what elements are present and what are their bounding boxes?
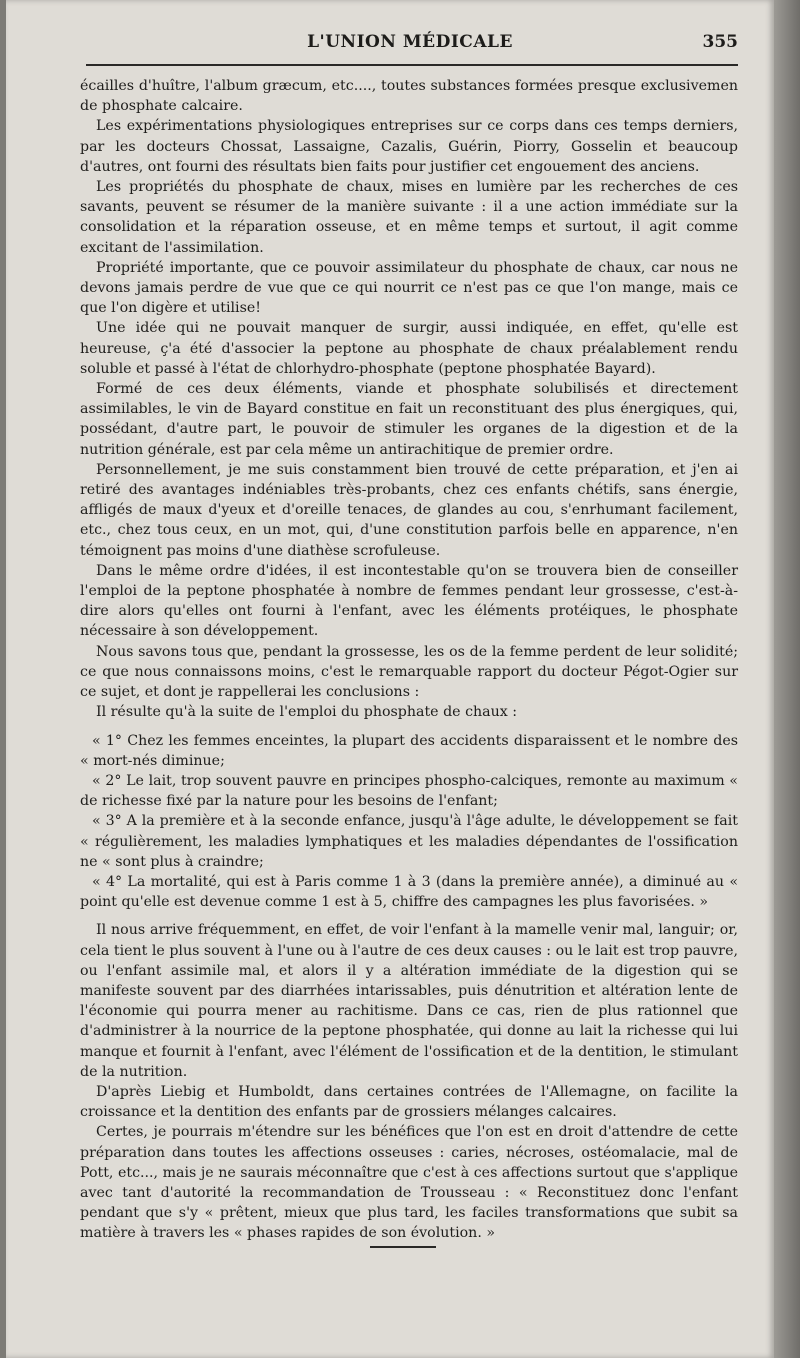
quoted-conclusion: « 3° A la première et à la seconde enfance, jusqu'à l'âge adulte, le développement se fait « régulièrement, les maladies lymphatiques et les maladies dépendantes de l'ossification ne « sont plus à craindre; <box>80 813 738 870</box>
page-header <box>82 30 738 60</box>
book-spine-shadow <box>774 0 800 1358</box>
paragraph: Il résulte qu'à la suite de l'emploi du phosphate de chaux : <box>96 704 518 721</box>
header-rule <box>86 64 738 66</box>
paragraph: Une idée qui ne pouvait manquer de surgir, aussi indiquée, en effet, qu'elle est heureuse, ç'a été d'associer la peptone au phosphate de chaux préalablement rendu soluble et passé à l'état de chlorhydro-phosphate (peptone phosphatée Bayard). <box>80 320 738 377</box>
paragraph: Nous savons tous que, pendant la grossesse, les os de la femme perdent de leur solidité; ce que nous connaissons moins, c'est le remarquable rapport du docteur Pégot-Ogier sur ce sujet, et dont je rappellerai les conclusions : <box>80 643 738 701</box>
paragraph: Formé de ces deux éléments, viande et phosphate solubilisés et directement assimilables, le vin de Bayard constitue en fait un reconstituant des plus énergiques, qui, possédant, d'autre part, le pouvoir de stimuler les organes de la digestion et de la nutrition générale, est par cela même un antirachitique de premier ordre. <box>80 381 738 458</box>
paragraph: Personnellement, je me suis constamment bien trouvé de cette préparation, et j'en ai retiré des avantages indéniables très-probants, chez ces enfants chétifs, sans énergie, affligés de maux d'yeux et d'oreille tenaces, de glandes au cou, s'enrhumant facilement, etc., chez tous ceux, en un mot, qui, d'une constitution parfois belle en apparence, n'en témoignent pas moins d'une diathèse scrofuleuse. <box>80 461 738 559</box>
paragraph: Les expérimentations physiologiques entreprises sur ce corps dans ces temps derniers, par les docteurs Chossat, Lassaigne, Cazalis, Guérin, Piorry, Gosselin et beaucoup d'autres, ont fourni des résultats bien faits pour justifier cet engouement des anciens. <box>80 118 738 175</box>
paragraph: D'après Liebig et Humboldt, dans certaines contrées de l'Allemagne, on facilite la croissance et la dentition des enfants par de grossiers mélanges calcaires. <box>80 1083 738 1121</box>
paragraph: Certes, je pourrais m'étendre sur les bénéfices que l'on est en droit d'attendre de cette préparation dans toutes les affections osseuses : caries, nécroses, ostéomalacie, mal de Pott, etc..., mais je ne saurais méconnaître que c'est à ces affections surtout que s'applique avec tant d'autorité la recommandation de Trousseau : « Reconstituez donc l'enfant pendant que s'y « prêtent, mieux que plus tard, les faciles transformations que subit sa matière à travers les « phases rapides de son évolution. » <box>80 1124 738 1242</box>
section-end-rule <box>370 1246 436 1248</box>
paragraph: écailles d'huître, l'album græcum, etc...., toutes substances formées presque exclusivemen de phosphate calcaire. <box>80 78 738 115</box>
quoted-conclusion: « 4° La mortalité, qui est à Paris comme 1 à 3 (dans la première année), a diminué au « point qu'elle est devenue comme 1 est à 5, chiffre des campagnes les plus favorisées. » <box>80 873 738 911</box>
quoted-conclusion: « 1° Chez les femmes enceintes, la plupart des accidents disparaissent et le nombre des « mort-nés diminue; <box>80 732 738 769</box>
paragraph: Dans le même ordre d'idées, il est incontestable qu'on se trouvera bien de conseiller l'emploi de la peptone phosphatée à nombre de femmes pendant leur grossesse, c'est-à-dire alors qu'elles ont fourni à l'enfant, avec les éléments protéiques, le phosphate nécessaire à son développement. <box>80 562 738 640</box>
page-number: 355 <box>702 32 738 52</box>
paragraph: Propriété importante, que ce pouvoir assimilateur du phosphate de chaux, car nous ne devons jamais perdre de vue que ce qui nourrit ce n'est pas ce que l'on mange, mais ce que l'on digère et utilise! <box>80 259 738 317</box>
paragraph: Il nous arrive fréquemment, en effet, de voir l'enfant à la mamelle venir mal, languir; or, cela tient le plus souvent à l'une ou à l'autre de ces deux causes : ou le lait est trop pauvre, ou l'enfant assimile mal, et alors il y a altération immédiate de la digestion qui se manifeste souvent par des diarrhées intarissables, puis dénutrition et altération lente de l'économie qui pourra mener au rachitisme. Dans ce cas, rien de plus rationnel que d'administrer à la nourrice de la peptone phosphatée, qui donne au lait la richesse qui lui manque et fournit à l'enfant, avec l'élément de l'ossification et de la dentition, le stimulant de la nutrition. <box>80 922 738 1080</box>
article-body <box>80 76 738 1244</box>
running-title: L'UNION MÉDICALE <box>307 32 513 52</box>
paragraph: Les propriétés du phosphate de chaux, mises en lumière par les recherches de ces savants, peuvent se résumer de la manière suivante : il a une action immédiate sur la consolidation et la réparation osseuse, et en même temps et surtout, il agit comme excitant de l'assimilation. <box>80 179 738 256</box>
quoted-conclusion: « 2° Le lait, trop souvent pauvre en principes phospho-calciques, remonte au maximum « de richesse fixé par la nature pour les besoins de l'enfant; <box>80 772 738 810</box>
